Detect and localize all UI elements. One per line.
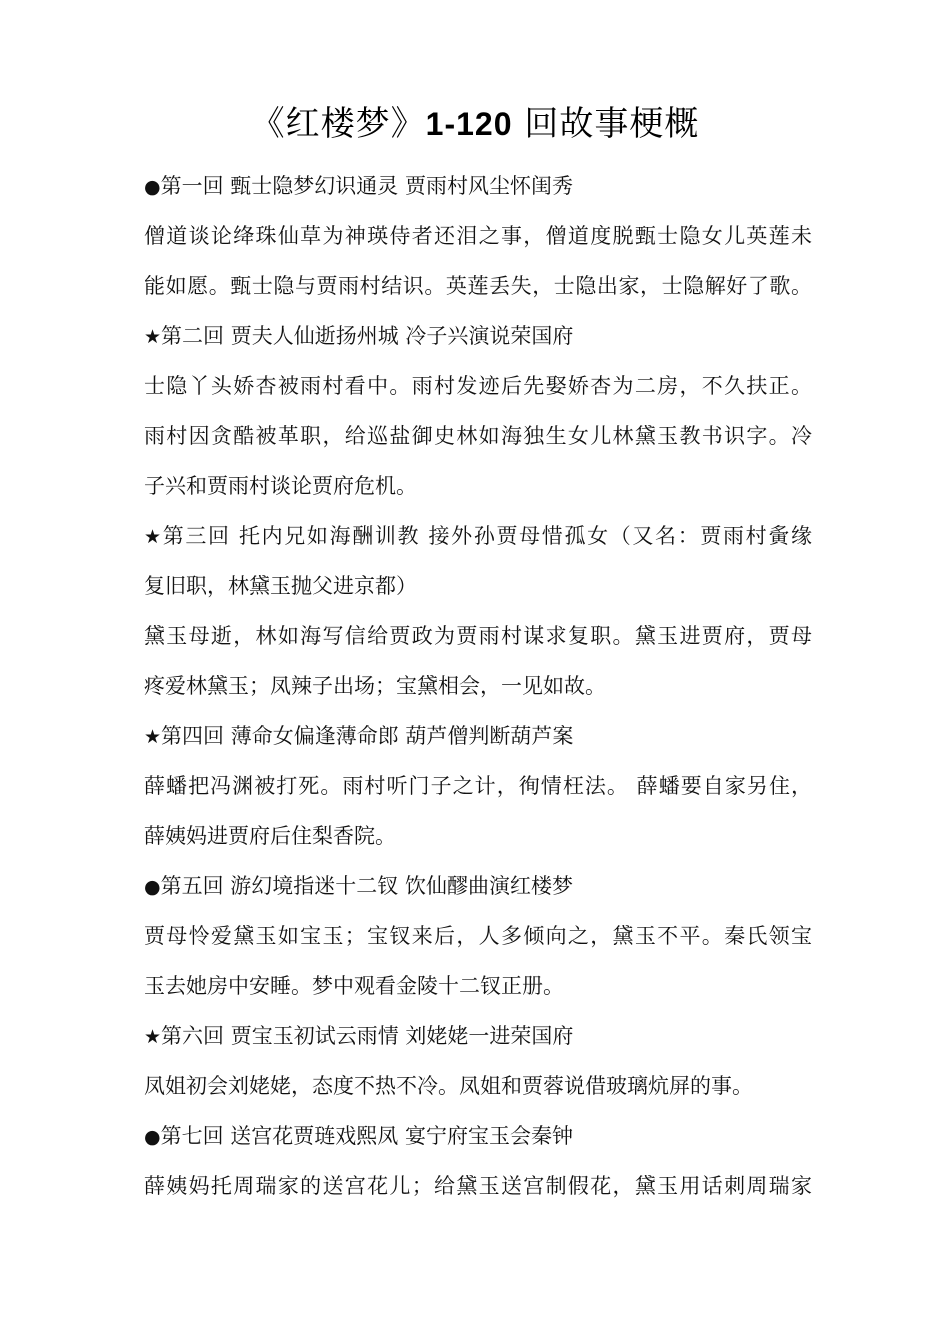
chapter-heading <box>144 311 812 361</box>
chapter-heading-text: 第一回 甄士隐梦幻识通灵 贾雨村风尘怀闺秀 <box>160 174 573 198</box>
bullet-circle-marker: ● <box>144 876 161 898</box>
summary-line: 士隐丫头娇杏被雨村看中。雨村发迹后先娶娇杏为二房，不久扶正。 <box>144 374 812 398</box>
bullet-star-marker: ★ <box>144 326 162 348</box>
chapter-heading <box>144 861 812 911</box>
title-suffix: 回故事梗概 <box>512 104 700 144</box>
summary-line: 雨村因贪酷被革职，给巡盐御史林如海独生女儿林黛玉教书识字。冷 <box>144 424 812 448</box>
summary-line: 玉去她房中安睡。梦中观看金陵十二钗正册。 <box>144 974 564 998</box>
chapter-heading <box>144 711 812 761</box>
summary-line: 复旧职，林黛玉抛父进京都） <box>144 574 417 598</box>
bullet-star-marker: ★ <box>144 726 162 748</box>
page-title <box>0 98 950 150</box>
document-body <box>144 161 812 1211</box>
chapter-heading-text: 第四回 薄命女偏逢薄命郎 葫芦僧判断葫芦案 <box>161 724 574 748</box>
bullet-star-marker: ★ <box>144 1026 162 1048</box>
chapter-heading-text: 第六回 贾宝玉初试云雨情 刘姥姥一进荣国府 <box>161 1024 574 1048</box>
chapter-heading <box>144 1111 812 1161</box>
chapter-heading-text: 第三回 托内兄如海酬训教 接外孙贾母惜孤女（又名：贾雨村夤缘 <box>162 524 812 548</box>
summary-line: 薛姨妈进贾府后住梨香院。 <box>144 824 396 848</box>
title-numbers: 1-120 <box>425 106 513 142</box>
summary-line: 能如愿。甄士隐与贾雨村结识。英莲丢失，士隐出家，士隐解好了歌。 <box>144 274 812 298</box>
bullet-star-marker: ★ <box>144 526 163 548</box>
chapter-heading-text: 第二回 贾夫人仙逝扬州城 冷子兴演说荣国府 <box>161 324 574 348</box>
summary-line: 薛蟠把冯渊被打死。雨村听门子之计，徇情枉法。 薛蟠要自家另住， <box>144 774 812 798</box>
summary-line: 僧道谈论绛珠仙草为神瑛侍者还泪之事，僧道度脱甄士隐女儿英莲未 <box>144 224 812 248</box>
chapter-heading <box>144 161 812 211</box>
chapter-heading-text: 第五回 游幻境指迷十二钗 饮仙醪曲演红楼梦 <box>160 874 573 898</box>
summary-line: 黛玉母逝，林如海写信给贾政为贾雨村谋求复职。黛玉进贾府，贾母 <box>144 624 812 648</box>
chapter-heading <box>144 511 812 561</box>
summary-line: 子兴和贾雨村谈论贾府危机。 <box>144 474 417 498</box>
title-prefix: 《红楼梦》 <box>250 104 426 144</box>
summary-line: 疼爱林黛玉；凤辣子出场；宝黛相会，一见如故。 <box>144 674 606 698</box>
chapter-heading <box>144 1011 812 1061</box>
summary-line: 薛姨妈托周瑞家的送宫花儿；给黛玉送宫制假花，黛玉用话刺周瑞家 <box>144 1174 812 1198</box>
summary-line: 贾母怜爱黛玉如宝玉；宝钗来后，人多倾向之，黛玉不平。秦氏领宝 <box>144 924 812 948</box>
chapter-heading-text: 第七回 送宫花贾琏戏熙凤 宴宁府宝玉会秦钟 <box>160 1124 573 1148</box>
bullet-circle-marker: ● <box>144 176 161 198</box>
summary-line: 凤姐初会刘姥姥，态度不热不冷。凤姐和贾蓉说借玻璃炕屏的事。 <box>144 1074 753 1098</box>
bullet-circle-marker: ● <box>144 1126 161 1148</box>
